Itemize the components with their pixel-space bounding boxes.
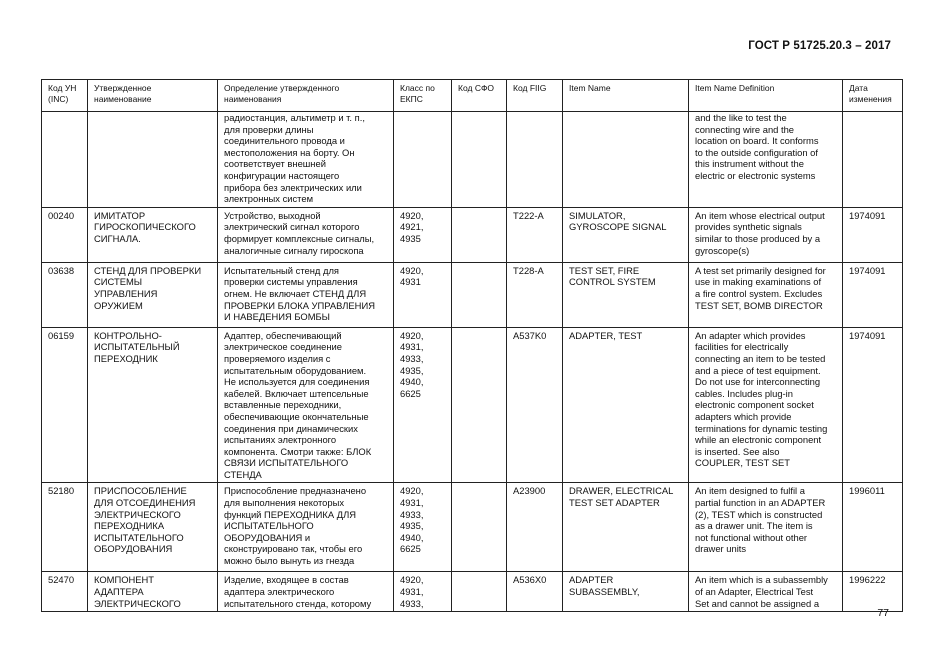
cell-change-date: 1974091 bbox=[843, 207, 903, 262]
page-number: 77 bbox=[877, 607, 889, 619]
column-header-approved-definition: Определение утвержденного наименования bbox=[218, 80, 394, 112]
cell-approved-definition: Устройство, выходной электрический сигнал которого формирует комплексные сигналы, аналогичные сигналу гироскопа bbox=[218, 207, 394, 262]
cell-change-date: 1996011 bbox=[843, 483, 903, 572]
column-header-change-date: Дата изменения bbox=[843, 80, 903, 112]
cell-sfo-code bbox=[452, 207, 507, 262]
column-header-ekps-class: Класс по ЕКПС bbox=[394, 80, 452, 112]
column-header-sfo-code: Код СФО bbox=[452, 80, 507, 112]
cell-item-name-definition: An item whose electrical output provides synthetic signals similar to those produced by a gyroscope(s) bbox=[689, 207, 843, 262]
cell-sfo-code bbox=[452, 572, 507, 612]
table-header-row bbox=[42, 80, 903, 112]
cell-item-name: ADAPTER SUBASSEMBLY, bbox=[563, 572, 689, 612]
cell-fiig-code: A537K0 bbox=[507, 327, 563, 483]
cell-item-name: ADAPTER, TEST bbox=[563, 327, 689, 483]
cell-inc bbox=[42, 112, 88, 208]
cell-item-name-definition: and the like to test the connecting wire and the location on board. It conforms to the outside configuration of this instrument without the electric or electronic systems bbox=[689, 112, 843, 208]
cell-item-name: SIMULATOR, GYROSCOPE SIGNAL bbox=[563, 207, 689, 262]
cell-item-name-definition: A test set primarily designed for use in making examinations of a fire control system. Excludes TEST SET, BOMB DIRECTOR bbox=[689, 262, 843, 327]
cell-approved-definition: Изделие, входящее в состав адаптера электрического испытательного стенда, которому bbox=[218, 572, 394, 612]
cell-approved-name: ПРИСПОСОБЛЕНИЕ ДЛЯ ОТСОЕДИНЕНИЯ ЭЛЕКТРИЧЕСКОГО ПЕРЕХОДНИКА ИСПЫТАТЕЛЬНОГО ОБОРУДОВАНИЯ bbox=[88, 483, 218, 572]
cell-ekps-class: 4920, 4931, 4933, 4935, 4940, 6625 bbox=[394, 327, 452, 483]
column-header-item-name: Item Name bbox=[563, 80, 689, 112]
table-row bbox=[42, 112, 903, 208]
cell-inc: 52180 bbox=[42, 483, 88, 572]
cell-approved-definition: радиостанция, альтиметр и т. п., для проверки длины соединительного провода и местоположения на борту. Он соответствует внешней конфигурации настоящего прибора без электрических или электронных систем bbox=[218, 112, 394, 208]
column-header-fiig-code: Код FIIG bbox=[507, 80, 563, 112]
table-row bbox=[42, 262, 903, 327]
cell-inc: 52470 bbox=[42, 572, 88, 612]
cell-sfo-code bbox=[452, 483, 507, 572]
column-header-approved-name: Утвержденное наименование bbox=[88, 80, 218, 112]
cell-approved-definition: Испытательный стенд для проверки системы управления огнем. Не включает СТЕНД ДЛЯ ПРОВЕРКИ БЛОКА УПРАВЛЕНИЯ И НАВЕДЕНИЯ БОМБЫ bbox=[218, 262, 394, 327]
cell-change-date: 1974091 bbox=[843, 262, 903, 327]
column-header-item-name-definition: Item Name Definition bbox=[689, 80, 843, 112]
cell-fiig-code: T228-A bbox=[507, 262, 563, 327]
cell-item-name bbox=[563, 112, 689, 208]
cell-approved-name: ИМИТАТОР ГИРОСКОПИЧЕСКОГО СИГНАЛА. bbox=[88, 207, 218, 262]
cell-sfo-code bbox=[452, 262, 507, 327]
cell-ekps-class: 4920, 4931, 4933, bbox=[394, 572, 452, 612]
cell-fiig-code: A23900 bbox=[507, 483, 563, 572]
cell-item-name: TEST SET, FIRE CONTROL SYSTEM bbox=[563, 262, 689, 327]
cell-ekps-class: 4920, 4931, 4933, 4935, 4940, 6625 bbox=[394, 483, 452, 572]
cell-inc: 06159 bbox=[42, 327, 88, 483]
column-header-inc: Код УН (INC) bbox=[42, 80, 88, 112]
cell-approved-definition: Адаптер, обеспечивающий электрическое соединение проверяемого изделия с испытательным оборудованием. Не используется для соединения кабелей. Включает штепсельные вставленные переходники, обеспечивающие окончательные соединения при динамических испытаниях электронного компонента. Смотри также: БЛОК СВЯЗИ ИСПЫТАТЕЛЬНОГО СТЕНДА bbox=[218, 327, 394, 483]
classification-table bbox=[41, 79, 903, 612]
cell-fiig-code bbox=[507, 112, 563, 208]
cell-approved-name: КОМПОНЕНТ АДАПТЕРА ЭЛЕКТРИЧЕСКОГО bbox=[88, 572, 218, 612]
cell-inc: 03638 bbox=[42, 262, 88, 327]
cell-change-date bbox=[843, 112, 903, 208]
cell-item-name-definition: An item which is a subassembly of an Adapter, Electrical Test Set and cannot be assigned a bbox=[689, 572, 843, 612]
cell-approved-name bbox=[88, 112, 218, 208]
cell-sfo-code bbox=[452, 112, 507, 208]
cell-ekps-class: 4920, 4931 bbox=[394, 262, 452, 327]
table-row bbox=[42, 572, 903, 612]
cell-inc: 00240 bbox=[42, 207, 88, 262]
table-row bbox=[42, 327, 903, 483]
cell-approved-name: СТЕНД ДЛЯ ПРОВЕРКИ СИСТЕМЫ УПРАВЛЕНИЯ ОРУЖИЕМ bbox=[88, 262, 218, 327]
cell-change-date: 1996222 bbox=[843, 572, 903, 612]
cell-ekps-class bbox=[394, 112, 452, 208]
table-row bbox=[42, 207, 903, 262]
cell-fiig-code: A536X0 bbox=[507, 572, 563, 612]
cell-fiig-code: T222-A bbox=[507, 207, 563, 262]
cell-approved-name: КОНТРОЛЬНО- ИСПЫТАТЕЛЬНЫЙ ПЕРЕХОДНИК bbox=[88, 327, 218, 483]
cell-ekps-class: 4920, 4921, 4935 bbox=[394, 207, 452, 262]
cell-item-name-definition: An item designed to fulfil a partial function in an ADAPTER (2), TEST which is constructed as a drawer unit. The item is not functional without other drawer units bbox=[689, 483, 843, 572]
cell-item-name: DRAWER, ELECTRICAL TEST SET ADAPTER bbox=[563, 483, 689, 572]
cell-approved-definition: Приспособление предназначено для выполнения некоторых функций ПЕРЕХОДНИКА ДЛЯ ИСПЫТАТЕЛЬНОГО ОБОРУДОВАНИЯ и сконструировано так, чтобы его можно было вынуть из гнезда bbox=[218, 483, 394, 572]
document-code: ГОСТ Р 51725.20.3 – 2017 bbox=[748, 40, 891, 52]
cell-change-date: 1974091 bbox=[843, 327, 903, 483]
cell-item-name-definition: An adapter which provides facilities for electrically connecting an item to be tested and a piece of test equipment. Do not use for interconnecting cables. Includes plug-in electronic component socket adapters which provide terminations for dynamic testing while an electronic component is inserted. See also COUPLER, TEST SET bbox=[689, 327, 843, 483]
cell-sfo-code bbox=[452, 327, 507, 483]
table-row bbox=[42, 483, 903, 572]
